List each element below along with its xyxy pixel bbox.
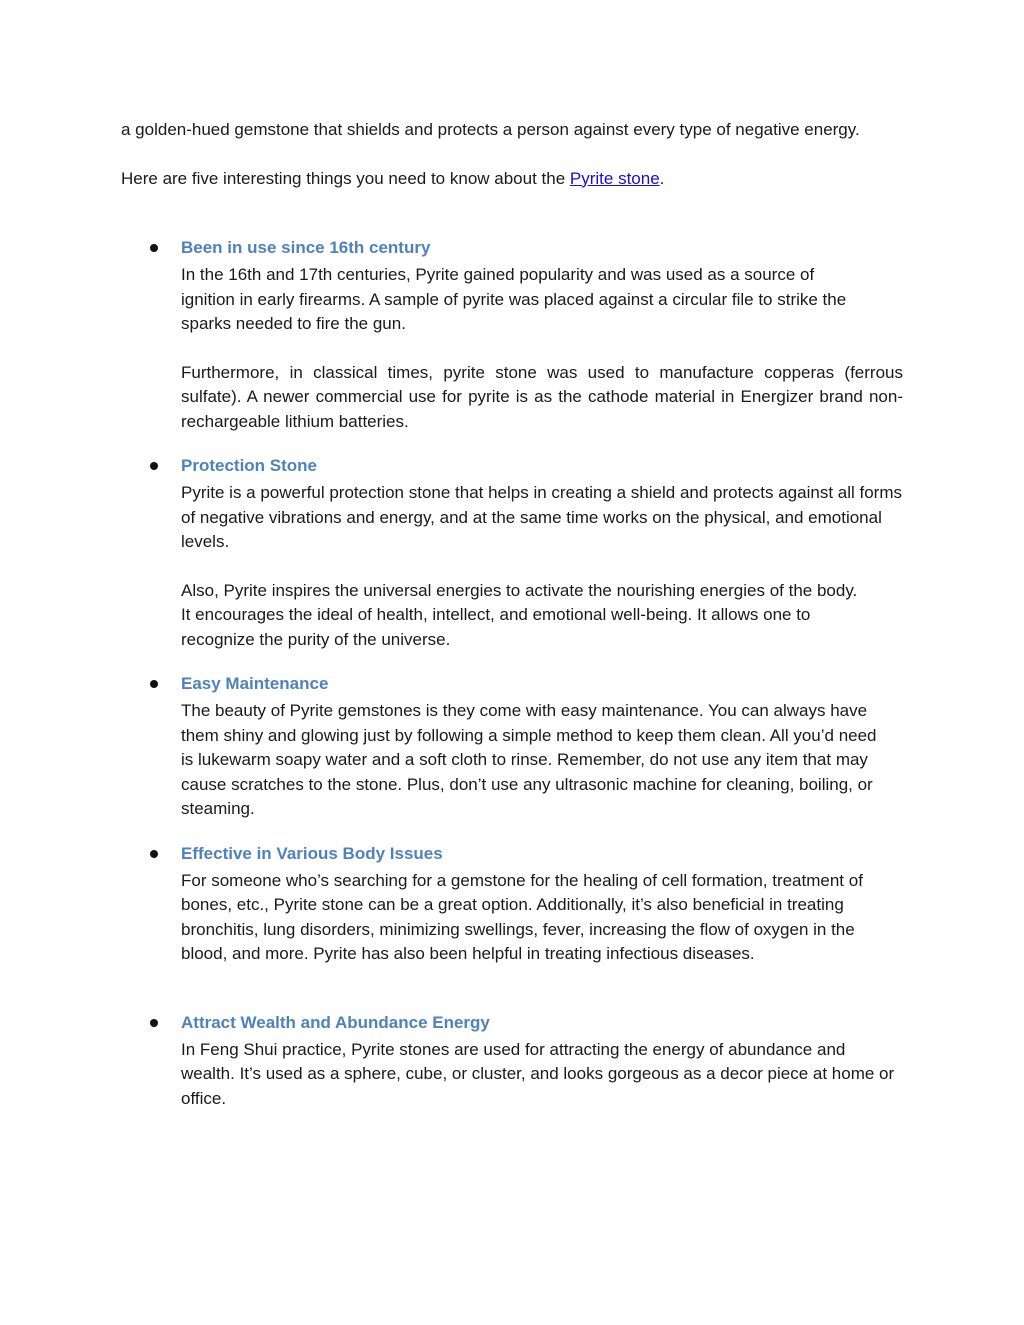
list-item [121,236,911,434]
item-paragraph: In Feng Shui practice, Pyrite stones are used for attracting the energy of abundance and wealth. It’s used as a sphere, cube, or cluster, and looks gorgeous as a decor piece at home or office. [181,1039,895,1108]
list-item [121,842,911,967]
item-paragraph: Also, Pyrite inspires the universal energies to activate the nourishing energies of the body. It encourages the ideal of health, intellect, and emotional well-being. It allows one to recognize the purity of the universe. [181,580,858,649]
intro-link-paragraph [121,167,911,192]
item-heading: Protection Stone [181,456,318,475]
list-item [121,1011,911,1112]
bullet-icon [150,244,158,252]
item-heading: Been in use since 16th century [181,238,431,257]
bullet-icon [150,850,158,858]
intro-paragraph: a golden-hued gemstone that shields and protects a person against every type of negative energy. [121,120,860,139]
bullet-icon [150,462,158,470]
bullet-icon [150,680,158,688]
item-heading: Effective in Various Body Issues [181,843,443,863]
item-paragraph: For someone who’s searching for a gemstone for the healing of cell formation, treatment of bones, etc., Pyrite stone can be a great option. Additionally, it’s also beneficial in treating bronchitis, lung disorders, minimizing swellings, fever, increasing the flow of oxygen in the blood, and more. Pyrite has also been helpful in treating infectious diseases. [181,870,863,963]
item-paragraph: Pyrite is a powerful protection stone that helps in creating a shield and protects against all forms of negative vibrations and energy, and at the same time works on the physical, and emotional levels. [181,483,902,551]
intro-text: Here are five interesting things you need to know about the [121,168,570,188]
item-paragraph: Furthermore, in classical times, pyrite stone was used to manufacture copperas (ferrous sulfate). A newer commercial use for pyrite is as the cathode material in Energizer brand non-rechargeable lithium batteries. [181,362,903,431]
list-item [121,672,911,822]
item-heading: Easy Maintenance [181,674,329,693]
item-paragraph: In the 16th and 17th centuries, Pyrite gained popularity and was used as a source of ignition in early firearms. A sample of pyrite was placed against a circular file to strike the sparks needed to fire the gun. [181,265,847,333]
item-paragraph: The beauty of Pyrite gemstones is they come with easy maintenance. You can always have them shiny and glowing just by following a simple method to keep them clean. All you’d need is lukewarm soapy water and a soft cloth to rinse. Remember, do not use any item that may cause scratches to the stone. Plus, don’t use any ultrasonic machine for cleaning, boiling, or steaming. [181,701,877,818]
item-heading: Attract Wealth and Abundance Energy [181,1012,490,1032]
facts-list [121,236,911,1111]
pyrite-stone-link[interactable]: Pyrite stone [569,168,660,188]
document-page [121,118,911,1111]
list-item [121,454,911,652]
bullet-icon [150,1019,158,1027]
intro-text-end: . [659,168,665,188]
